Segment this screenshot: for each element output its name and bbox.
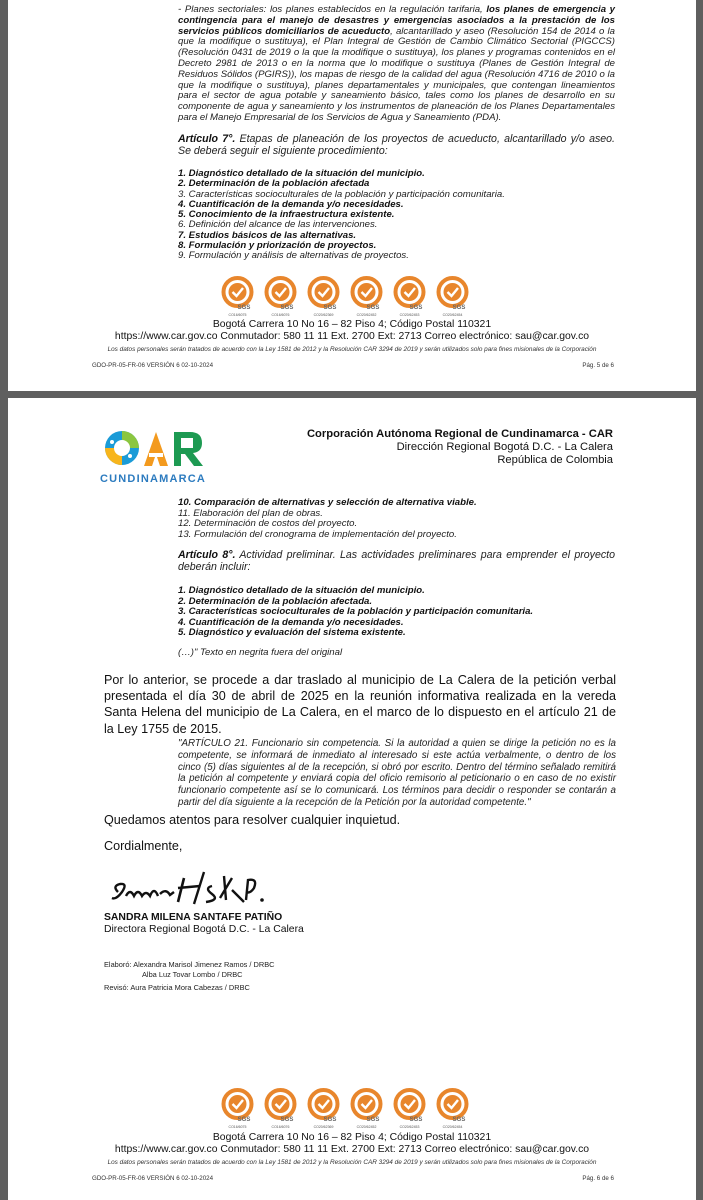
list-item: 8. Formulación y priorización de proyectos.: [178, 240, 377, 252]
logo-subtitle: CUNDINAMARCA: [100, 473, 207, 485]
document-page-5: [8, 0, 696, 391]
checkmark-seal-icon: [391, 1088, 428, 1122]
certification-code: CO20/62369: [313, 1125, 334, 1129]
article-7-paragraph: Artículo 7°. Etapas de planeación de los proyectos de acueducto, alcantarillado y/o aseo. Se deberá seguir el siguiente procedimiento:: [178, 133, 615, 157]
list-item: 3. Características socioculturales de la población y participación comunitaria.: [178, 188, 505, 200]
checkmark-seal-icon: [434, 276, 471, 310]
footer-contact: https://www.car.gov.co Conmutador: 580 11 11 Ext. 2700 Ext: 2713 Correo electrónico: sau@car.gov.co: [114, 331, 590, 342]
certification-code: CO16/6076: [271, 1125, 290, 1129]
certification-seal: [434, 276, 471, 317]
letterhead-title: Corporación Autónoma Regional de Cundinamarca - CAR: [306, 428, 613, 440]
certification-seal: [348, 276, 385, 317]
list-item: 7. Estudios básicos de las alternativas.: [178, 229, 357, 241]
checkmark-seal-icon: [434, 1088, 471, 1122]
letterhead-country: República de Colombia: [497, 454, 613, 466]
certification-code: CO16/6075: [228, 1125, 247, 1129]
transfer-paragraph: Por lo anterior, se procede a dar traslado al municipio de La Calera de la petición verbal presentada el día 30 de abril de 2025 en la reunión informativa realizada en la vereda Santa Helena del municipio de La Calera, en el marco de lo dispuesto en el artículo 21 de la Ley 1755 de 2015.: [104, 673, 616, 736]
prepared-by: Elaboró: Alexandra Marisol Jimenez Ramos / DRBC Alba Luz Tovar Lombo / DRBC: [104, 960, 275, 979]
certification-seal: [262, 276, 299, 317]
list-item: 2. Determinación de la población afectada: [178, 178, 370, 190]
certification-code: CO20/62453: [399, 1125, 420, 1129]
certification-code: CO20/62452: [356, 1125, 377, 1129]
list-item: 2. Determinación de la población afectada.: [178, 595, 373, 607]
checkmark-seal-icon: [348, 1088, 385, 1122]
article-8-paragraph: Artículo 8°. Actividad preliminar. Las actividades preliminares para emprender el proyecto deberán incluir:: [178, 549, 615, 573]
list-item: 10. Comparación de alternativas y selección de alternativa viable.: [178, 497, 477, 508]
document-code: GDO-PR-05-FR-06 VERSIÓN 6 02-10-2024: [92, 362, 214, 369]
sgs-label: SGS: [366, 305, 380, 310]
certification-code: CO16/6075: [228, 313, 247, 317]
reviewed-by: Revisó: Aura Patricia Mora Cabezas / DRBC: [104, 983, 250, 992]
checkmark-seal-icon: [219, 1088, 256, 1122]
sgs-label: SGS: [280, 305, 294, 310]
sgs-label: SGS: [452, 305, 466, 310]
checkmark-seal-icon: [305, 276, 342, 310]
document-page-6: [8, 398, 696, 1200]
certification-seal: [391, 1088, 428, 1129]
handwritten-signature: [108, 868, 278, 906]
certification-code: CO20/62453: [399, 313, 420, 317]
checkmark-seal-icon: [305, 1088, 342, 1122]
certification-seal: [219, 1088, 256, 1129]
certification-seals: [219, 276, 471, 317]
letterhead: [307, 428, 613, 467]
footer-address: Bogotá Carrera 10 No 16 – 82 Piso 4; Código Postal 110321: [212, 1132, 492, 1143]
list-item: 1. Diagnóstico detallado de la situación del municipio.: [178, 168, 425, 179]
certification-seal: [305, 276, 342, 317]
page-number: Pág. 5 de 6: [582, 362, 614, 369]
list-item: 5. Diagnóstico y evaluación del sistema existente.: [178, 627, 406, 639]
list-item: 4. Cuantificación de la demanda y/o necesidades.: [178, 616, 404, 628]
certification-code: CO20/62454: [442, 313, 463, 317]
sgs-label: SGS: [409, 1117, 423, 1122]
certification-seal: [305, 1088, 342, 1129]
sgs-label: SGS: [323, 305, 337, 310]
car-logo: [100, 428, 240, 494]
list-item: 4. Cuantificación de la demanda y/o necesidades.: [178, 198, 404, 210]
list-item: 6. Definición del alcance de las intervenciones.: [178, 219, 378, 231]
checkmark-seal-icon: [262, 276, 299, 310]
sgs-label: SGS: [366, 1117, 380, 1122]
list-item: 12. Determinación de costos del proyecto.: [178, 518, 358, 530]
checkmark-seal-icon: [262, 1088, 299, 1122]
list-item: 11. Elaboración del plan de obras.: [178, 507, 323, 519]
planning-steps-list: [178, 169, 505, 262]
signature-icon: [108, 868, 278, 906]
certification-seal: [262, 1088, 299, 1129]
sgs-label: SGS: [280, 1117, 294, 1122]
certification-code: CO20/62452: [356, 313, 377, 317]
certification-code: CO20/62454: [442, 1125, 463, 1129]
checkmark-seal-icon: [391, 276, 428, 310]
preliminary-activities-list: [178, 586, 533, 639]
list-item: 1. Diagnóstico detallado de la situación del municipio.: [178, 585, 425, 596]
list-item: 5. Conocimiento de la infraestructura existente.: [178, 209, 395, 221]
sgs-label: SGS: [237, 305, 251, 310]
sgs-label: SGS: [409, 305, 423, 310]
signer-name: SANDRA MILENA SANTAFE PATIÑO: [104, 912, 283, 923]
document-code: GDO-PR-05-FR-06 VERSIÓN 6 02-10-2024: [92, 1175, 214, 1182]
certification-seal: [219, 276, 256, 317]
signer-title: Directora Regional Bogotá D.C. - La Calera: [104, 924, 304, 935]
letterhead-office: Dirección Regional Bogotá D.C. - La Calera: [396, 441, 613, 453]
sgs-label: SGS: [323, 1117, 337, 1122]
footer-legal-note: Los datos personales serán tratados de acuerdo con la Ley 1581 de 2012 y la Resolución CAR 3294 de 2019 y serán utilizados solo para fines misionales de la Corporación: [107, 1159, 597, 1166]
closing-line: Quedamos atentos para resolver cualquier inquietud.: [104, 813, 401, 827]
checkmark-seal-icon: [348, 276, 385, 310]
list-item: 13. Formulación del cronograma de implementación del proyecto.: [178, 528, 457, 540]
certification-seals: [219, 1088, 471, 1129]
certification-seal: [434, 1088, 471, 1129]
certification-seal: [348, 1088, 385, 1129]
list-item: 3. Características socioculturales de la población y participación comunitaria.: [178, 606, 534, 618]
certification-code: CO20/62369: [313, 313, 334, 317]
salutation: Cordialmente,: [104, 839, 183, 853]
sectoral-plans-paragraph: - Planes sectoriales: los planes establecidos en la regulación tarifaria, los planes de emergencia y contingencia para el manejo de desastres y emergencias asociados a la prestación de los servicios públicos domiciliarios de acueducto, alcantarillado y aseo (Resolución 154 de 2014 o la que la modifique o sustituya), el Plan Integral de Gestión de Cambio Climático Sectorial (PIGCCS) (Resolución 0431 de 2019 o la que la modifique o sustituya), los planes y programas contenidos en el Decreto 2981 de 2013 o en la norma que lo modifique o sustituya (Planes de Gestión Integral de Residuos Sólidos (PGIRS)), los mapas de riesgo de la calidad del agua (Resolución 4716 de 2010 o la que la modifique o sustituya), planes departamentales y municipales, que contengan lineamientos para el sector de agua potable y saneamiento básico, tales como los planes de desarrollo en su componente de agua y saneamiento y los instrumentos de planeación de los Planes Departamentales para el Manejo Empresarial de los Servicios de Agua y Saneamiento (PDA).: [178, 4, 615, 123]
article-21-quote: "ARTÍCULO 21. Funcionario sin competencia. Si la autoridad a quien se dirige la petición no es la competente, se informará de inmediato al interesado si este actúa verbalmente, o dentro de los cinco (5) días siguientes al de la recepción, si obró por escrito. Dentro del término señalado remitirá la petición al competente y enviará copia del oficio remisorio al peticionario o en caso de no existir funcionario competente así se lo comunicará. Los términos para decidir o responder se contarán a partir del día siguiente a la recepción de la Petición por la autoridad competente.": [178, 738, 616, 808]
footer-legal-note: Los datos personales serán tratados de acuerdo con la Ley 1581 de 2012 y la Resolución CAR 3294 de 2019 y serán utilizados solo para fines misionales de la Corporación: [107, 346, 597, 353]
checkmark-seal-icon: [219, 276, 256, 310]
sgs-label: SGS: [452, 1117, 466, 1122]
list-item: 9. Formulación y análisis de alternativas de proyectos.: [178, 250, 409, 262]
sgs-label: SGS: [237, 1117, 251, 1122]
page-number: Pág. 6 de 6: [582, 1175, 614, 1182]
quote-closing-note: (…)" Texto en negrita fuera del original: [178, 647, 343, 658]
certification-code: CO16/6076: [271, 313, 290, 317]
planning-steps-continued: [178, 498, 477, 540]
footer-contact: https://www.car.gov.co Conmutador: 580 11 11 Ext. 2700 Ext: 2713 Correo electrónico: sau@car.gov.co: [114, 1144, 590, 1155]
footer-address: Bogotá Carrera 10 No 16 – 82 Piso 4; Código Postal 110321: [212, 319, 492, 330]
certification-seal: [391, 276, 428, 317]
